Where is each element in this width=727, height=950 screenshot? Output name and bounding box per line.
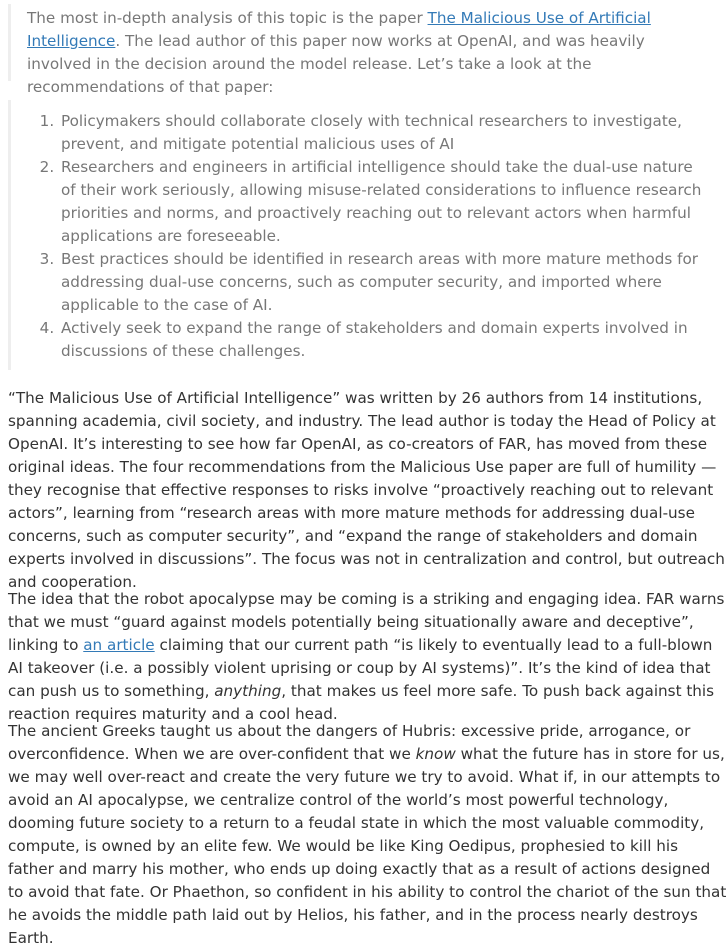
paragraph3-emphasis: know bbox=[415, 745, 456, 763]
intro-quote-text bbox=[11, 4, 707, 99]
paragraph-robot-apocalypse bbox=[8, 588, 727, 726]
malicious-use-paper-link[interactable]: The Malicious Use of Artificial Intelligence bbox=[27, 9, 651, 50]
recommendation-item-4: 4. Actively seek to expand the range of stakeholders and domain experts involved in discussions of these challenges. bbox=[59, 317, 711, 363]
an-article-link[interactable]: an article bbox=[83, 636, 155, 654]
intro-quote-after: . The lead author of this paper now works at OpenAI, and was heavily involved in the decision around the model release. Let’s take a look at the recommendations of that paper: bbox=[27, 32, 645, 96]
paragraph-malicious-use-authors: “The Malicious Use of Artificial Intelligence” was written by 26 authors from 14 institutions, spanning academia, civil society, and industry. The lead author is today the Head of Policy at OpenAI. It’s interesting to see how far OpenAI, as co-creators of FAR, has moved from these original ideas. The four recommendations from the Malicious Use paper are full of humility — they recognise that effective responses to risks involve “proactively reaching out to relevant actors”, learning from “research areas with more mature methods for addressing dual-use concerns, such as computer security”, and “expand the range of stakeholders and domain experts involved in discussions”. The focus was not in centralization and control, but outreach and cooperation. bbox=[8, 389, 725, 591]
paragraph2-middle: claiming that our current path “is likely to eventually lead to a full-blown AI takeover (i.e. a possibly violent uprising or coup by AI systems)”. It’s the kind of idea that can push us to something, bbox=[8, 636, 713, 700]
paragraph2-before: The idea that the robot apocalypse may be coming is a striking and engaging idea. FAR warns that we must “guard against models potentially being situationally aware and deceptive”, linking to bbox=[8, 590, 725, 654]
paragraph2-emphasis: anything bbox=[214, 682, 282, 700]
intro-quote-before: The most in-depth analysis of this topic is the paper bbox=[27, 9, 428, 27]
recommendations-blockquote bbox=[8, 100, 715, 370]
recommendations-list bbox=[11, 100, 711, 363]
recommendation-item-3: 3. Best practices should be identified in research areas with more mature methods for addressing dual-use concerns, such as computer security, and imported where applicable to the case of AI. bbox=[59, 248, 711, 317]
paragraph3-after: what the future has in store for us, we may well over-react and create the very future we try to avoid. What if, in our attempts to avoid an AI apocalypse, we centralize control of the world’s most powerful technology, dooming future society to a return to a feudal state in which the most valuable commodity, compute, is owned by an elite few. We would be like King Oedipus, prophesied to kill his father and marry his mother, who ends up doing exactly that as a result of actions designed to avoid that fate. Or Phaethon, so confident in his ability to control the chariot of the sun that he avoids the middle path laid out by Helios, his father, and in the process nearly destroys Earth. bbox=[8, 745, 727, 947]
recommendation-item-2: 2. Researchers and engineers in artificial intelligence should take the dual-use nature of their work seriously, allowing misuse-related considerations to influence research priorities and norms, and proactively reaching out to relevant actors when harmful applications are foreseeable. bbox=[59, 156, 711, 248]
paragraph2-after: , that makes us feel more safe. To push back against this reaction requires maturity and a cool head. bbox=[8, 682, 715, 723]
intro-blockquote bbox=[8, 4, 715, 96]
recommendation-item-1: 1. Policymakers should collaborate closely with technical researchers to investigate, prevent, and mitigate potential malicious uses of AI bbox=[59, 110, 711, 156]
paragraph3-before: The ancient Greeks taught us about the dangers of Hubris: excessive pride, arrogance, or overconfidence. When we are over-confident that we bbox=[8, 722, 691, 763]
paragraph-hubris bbox=[8, 720, 727, 950]
